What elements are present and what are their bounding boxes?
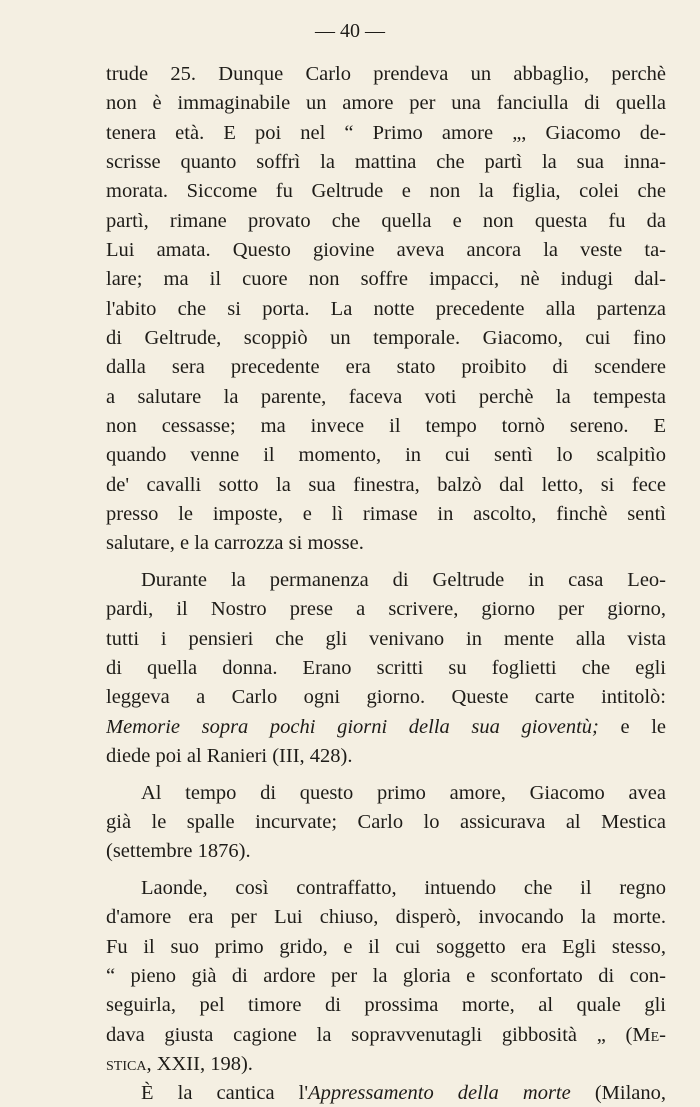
text-line: scrisse quanto soffrì la mattina che partì la sua inna- <box>106 151 666 173</box>
text-line: partì, rimane provato che quella e non questa fu da <box>106 210 666 232</box>
text-line: tenera età. E poi nel “ Primo amore „, Giacomo de- <box>106 122 666 144</box>
text-line: di Geltrude, scoppiò un temporale. Giacomo, cui fino <box>106 327 666 349</box>
text-line: quando venne il momento, in cui sentì lo scalpitìo <box>106 444 666 466</box>
text-line: morata. Siccome fu Geltrude e non la figlia, colei che <box>106 180 666 202</box>
text-line: seguirla, pel timore di prossima morte, al quale gli <box>106 994 666 1016</box>
text-line: già le spalle incurvate; Carlo lo assicurava al Mestica <box>106 811 666 833</box>
text-line: stica, XXII, 198). <box>106 1053 253 1075</box>
text-line: presso le imposte, e lì rimase in ascolto, finchè sentì <box>106 503 666 525</box>
text-line: Al tempo di questo primo amore, Giacomo avea <box>141 782 666 804</box>
text-line: non è immaginabile un amore per una fanciulla di quella <box>106 92 666 114</box>
text-line: Fu il suo primo grido, e il cui soggetto era Egli stesso, <box>106 936 666 958</box>
text-line: d'amore era per Lui chiuso, disperò, invocando la morte. <box>106 906 666 928</box>
text-line: l'abito che si porta. La notte precedente alla partenza <box>106 298 666 320</box>
text-line: di quella donna. Erano scritti su foglietti che egli <box>106 657 666 679</box>
text-line: (settembre 1876). <box>106 840 251 862</box>
text-line: de' cavalli sotto la sua finestra, balzò dal letto, si fece <box>106 474 666 496</box>
text-line: trude 25. Dunque Carlo prendeva un abbaglio, perchè <box>106 63 666 85</box>
text-line: pardi, il Nostro prese a scrivere, giorno per giorno, <box>106 598 666 620</box>
text-line: salutare, e la carrozza si mosse. <box>106 532 364 554</box>
text-line: Laonde, così contraffatto, intuendo che il regno <box>141 877 666 899</box>
text-line: a salutare la parente, faceva voti perchè la tempesta <box>106 386 666 408</box>
text-line: È la cantica l'Appressamento della morte (Milano, <box>141 1082 666 1104</box>
text-line: Memorie sopra pochi giorni della sua gioventù; e le <box>106 716 666 738</box>
text-line: Durante la permanenza di Geltrude in casa Leo- <box>141 569 666 591</box>
text-line: dava giusta cagione la sopravvenutagli gibbosità „ (Me- <box>106 1024 666 1046</box>
page-number: — 40 — <box>315 20 385 42</box>
text-line: non cessasse; ma invece il tempo tornò sereno. E <box>106 415 666 437</box>
text-line: dalla sera precedente era stato proibito di scendere <box>106 356 666 378</box>
text-line: lare; ma il cuore non soffre impacci, nè indugi dal- <box>106 268 666 290</box>
italic-title: Memorie sopra pochi giorni della sua gioventù; <box>106 716 599 738</box>
italic-title: Appressamento della morte <box>308 1082 571 1104</box>
text-line: “ pieno già di ardore per la gloria e sconfortato di con- <box>106 965 666 987</box>
text-line: tutti i pensieri che gli venivano in mente alla vista <box>106 628 666 650</box>
text-line: Lui amata. Questo giovine aveva ancora la veste ta- <box>106 239 666 261</box>
text-line: leggeva a Carlo ogni giorno. Queste carte intitolò: <box>106 686 666 708</box>
text-line: diede poi al Ranieri (III, 428). <box>106 745 353 767</box>
